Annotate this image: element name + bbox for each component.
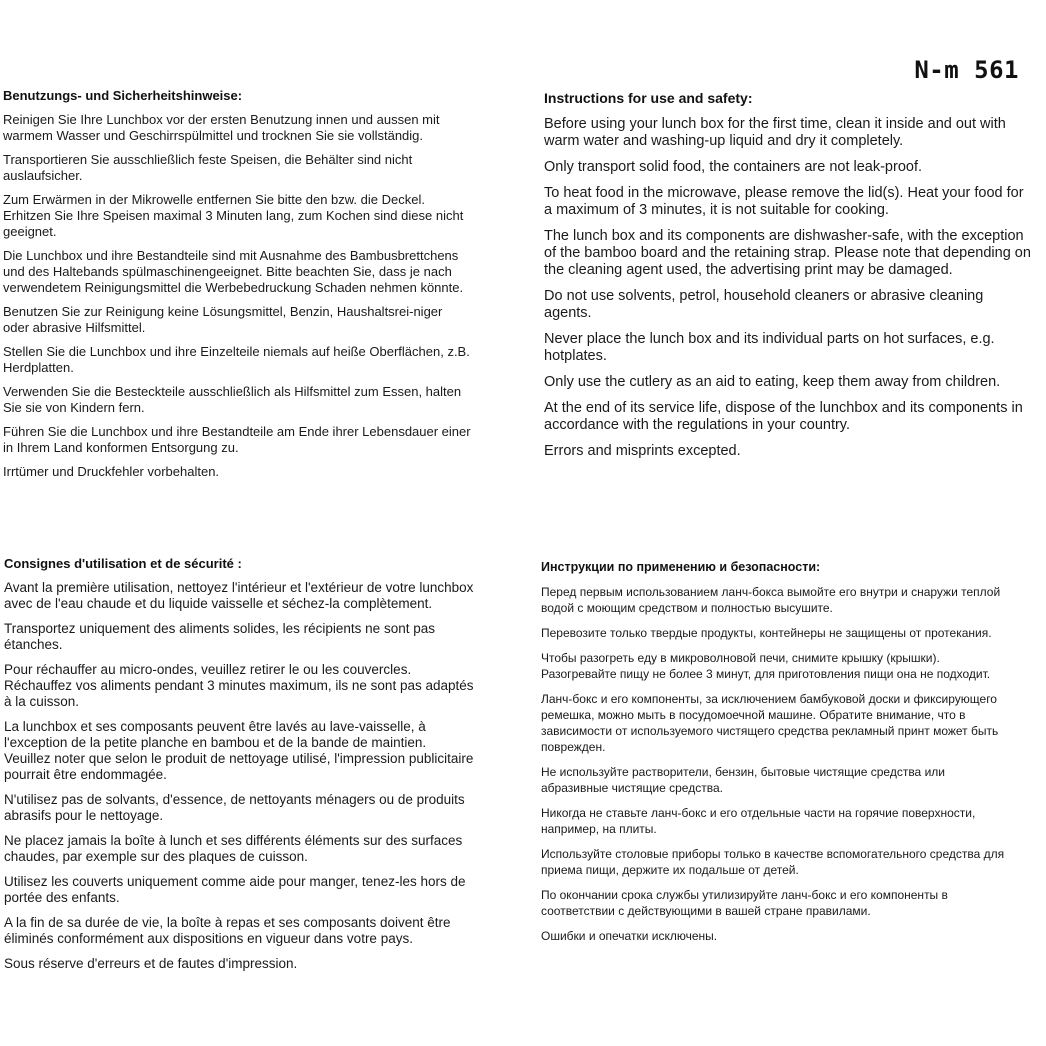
paragraph: Only transport solid food, the containers are not leak-proof.: [544, 159, 923, 175]
paragraph: Zum Erwärmen in der Mikrowelle entfernen Sie bitte den bzw. die Deckel. Erhitzen Sie Ihre Speisen maximal 3 Minuten lang, zum Kochen sind diese nicht geeignet.: [3, 192, 464, 239]
paragraph: Benutzen Sie zur Reinigung keine Lösungsmittel, Benzin, Haushaltsrei-niger oder abrasive Hilfsmittel.: [3, 304, 443, 335]
paragraph: Transportieren Sie ausschließlich feste Speisen, die Behälter sind nicht auslaufsicher.: [3, 152, 413, 183]
paragraph: To heat food in the microwave, please remove the lid(s). Heat your food for a maximum of 3 minutes, it is not suitable for cooking.: [544, 185, 1024, 218]
paragraph: Die Lunchbox und ihre Bestandteile sind mit Ausnahme des Bambusbrettchens und des Haltebands spülmaschinengeeignet. Bitte beachten Sie, dass je nach verwendetem Reinigungsmittel die Werbebedruckung Schaden nehmen könnte.: [3, 248, 464, 295]
paragraph: Перед первым использованием ланч-бокса вымойте его внутри и снаружи теплой водой с моющим средством и полностью высушите.: [541, 585, 1001, 615]
paragraph: Pour réchauffer au micro-ondes, veuillez retirer le ou les couvercles. Réchauffez vos aliments pendant 3 minutes maximum, ils ne sont pas adaptés à la cuisson.: [4, 662, 474, 709]
paragraph: Reinigen Sie Ihre Lunchbox vor der ersten Benutzung innen und aussen mit warmem Wasser und Geschirrspülmittel und trocknen Sie sie vollständig.: [3, 112, 440, 143]
section-german: [3, 88, 471, 488]
paragraph: По окончании срока службы утилизируйте ланч-бокс и его компоненты в соответствии с действующими в вашей стране правилами.: [541, 888, 948, 918]
paragraph: Ne placez jamais la boîte à lunch et ses différents éléments sur des surfaces chaudes, par exemple sur des plaques de cuisson.: [4, 833, 463, 864]
paragraph: Ошибки и опечатки исключены.: [541, 929, 718, 943]
paragraph: Errors and misprints excepted.: [544, 443, 741, 459]
paragraph: Sous réserve d'erreurs et de fautes d'impression.: [4, 956, 298, 971]
paragraph: Transportez uniquement des aliments solides, les récipients ne sont pas étanches.: [4, 621, 435, 652]
section-english: [544, 90, 1034, 469]
paragraph: Before using your lunch box for the first time, clean it inside and out with warm water and washing-up liquid and dry it completely.: [544, 116, 1006, 149]
section-french: [4, 556, 474, 981]
paragraph: Führen Sie die Lunchbox und ihre Bestandteile am Ende ihrer Lebensdauer einer in Ihrem Land konformen Entsorgung zu.: [3, 424, 471, 455]
paragraph: Чтобы разогреть еду в микроволновой печи, снимите крышку (крышки). Разогревайте пищу не более 3 минут, для приготовления пищи она не подходит.: [541, 651, 991, 681]
paragraph: The lunch box and its components are dishwasher-safe, with the exception of the bamboo board and the retaining strap. Please note that depending on the cleaning agent used, the advertising print may be damaged.: [544, 228, 1031, 278]
paragraph: Stellen Sie die Lunchbox und ihre Einzelteile niemals auf heiße Oberflächen, z.B. Herdplatten.: [3, 344, 470, 375]
paragraph: Never place the lunch box and its individual parts on hot surfaces, e.g. hotplates.: [544, 331, 995, 364]
section-russian: [541, 560, 1011, 953]
paragraph: Irrtümer und Druckfehler vorbehalten.: [3, 464, 220, 479]
paragraph: Only use the cutlery as an aid to eating, keep them away from children.: [544, 374, 1001, 390]
paragraph: N'utilisez pas de solvants, d'essence, de nettoyants ménagers ou de produits abrasifs pour le nettoyage.: [4, 792, 465, 823]
paragraph: Avant la première utilisation, nettoyez l'intérieur et l'extérieur de votre lunchbox avec de l'eau chaude et du liquide vaisselle et séchez-la complètement.: [4, 580, 474, 611]
paragraph: Не используйте растворители, бензин, бытовые чистящие средства или абразивные чистящие средства.: [541, 765, 945, 795]
section-title-german: Benutzungs- und Sicherheitshinweise:: [3, 88, 243, 103]
section-title-russian: Инструкции по применению и безопасности:: [541, 560, 821, 574]
paragraph: Никогда не ставьте ланч-бокс и его отдельные части на горячие поверхности, например, на плиты.: [541, 806, 976, 836]
paragraph: A la fin de sa durée de vie, la boîte à repas et ses composants doivent être éliminés conformément aux dispositions en vigueur dans votre pays.: [4, 915, 451, 946]
paragraph: Ланч-бокс и его компоненты, за исключением бамбуковой доски и фиксирующего ремешка, можно мыть в посудомоечной машине. Обратите внимание, что в зависимости от используемого чистящего средства рекламный принт может быть поврежден.: [541, 692, 999, 754]
paragraph: Verwenden Sie die Besteckteile ausschließlich als Hilfsmittel zum Essen, halten Sie sie von Kindern fern.: [3, 384, 462, 415]
paragraph: Utilisez les couverts uniquement comme aide pour manger, tenez-les hors de portée des enfants.: [4, 874, 466, 905]
section-title-french: Consignes d'utilisation et de sécurité :: [4, 556, 242, 571]
section-title-english: Instructions for use and safety:: [544, 90, 753, 106]
paragraph: Do not use solvents, petrol, household cleaners or abrasive cleaning agents.: [544, 288, 984, 321]
paragraph: La lunchbox et ses composants peuvent être lavés au lave-vaisselle, à l'exception de la petite planche en bambou et de la bande de maintien. Veuillez noter que selon le produit de nettoyage utilisé, l'impression publicitaire pourrait être endommagée.: [4, 719, 474, 782]
paragraph: Используйте столовые приборы только в качестве вспомогательного средства для приема пищи, держите их подальше от детей.: [541, 847, 1005, 877]
product-code: N-m 561: [914, 56, 1019, 84]
paragraph: At the end of its service life, dispose of the lunchbox and its components in accordance with the regulations in your country.: [544, 400, 1023, 433]
paragraph: Перевозите только твердые продукты, контейнеры не защищены от протекания.: [541, 626, 992, 640]
